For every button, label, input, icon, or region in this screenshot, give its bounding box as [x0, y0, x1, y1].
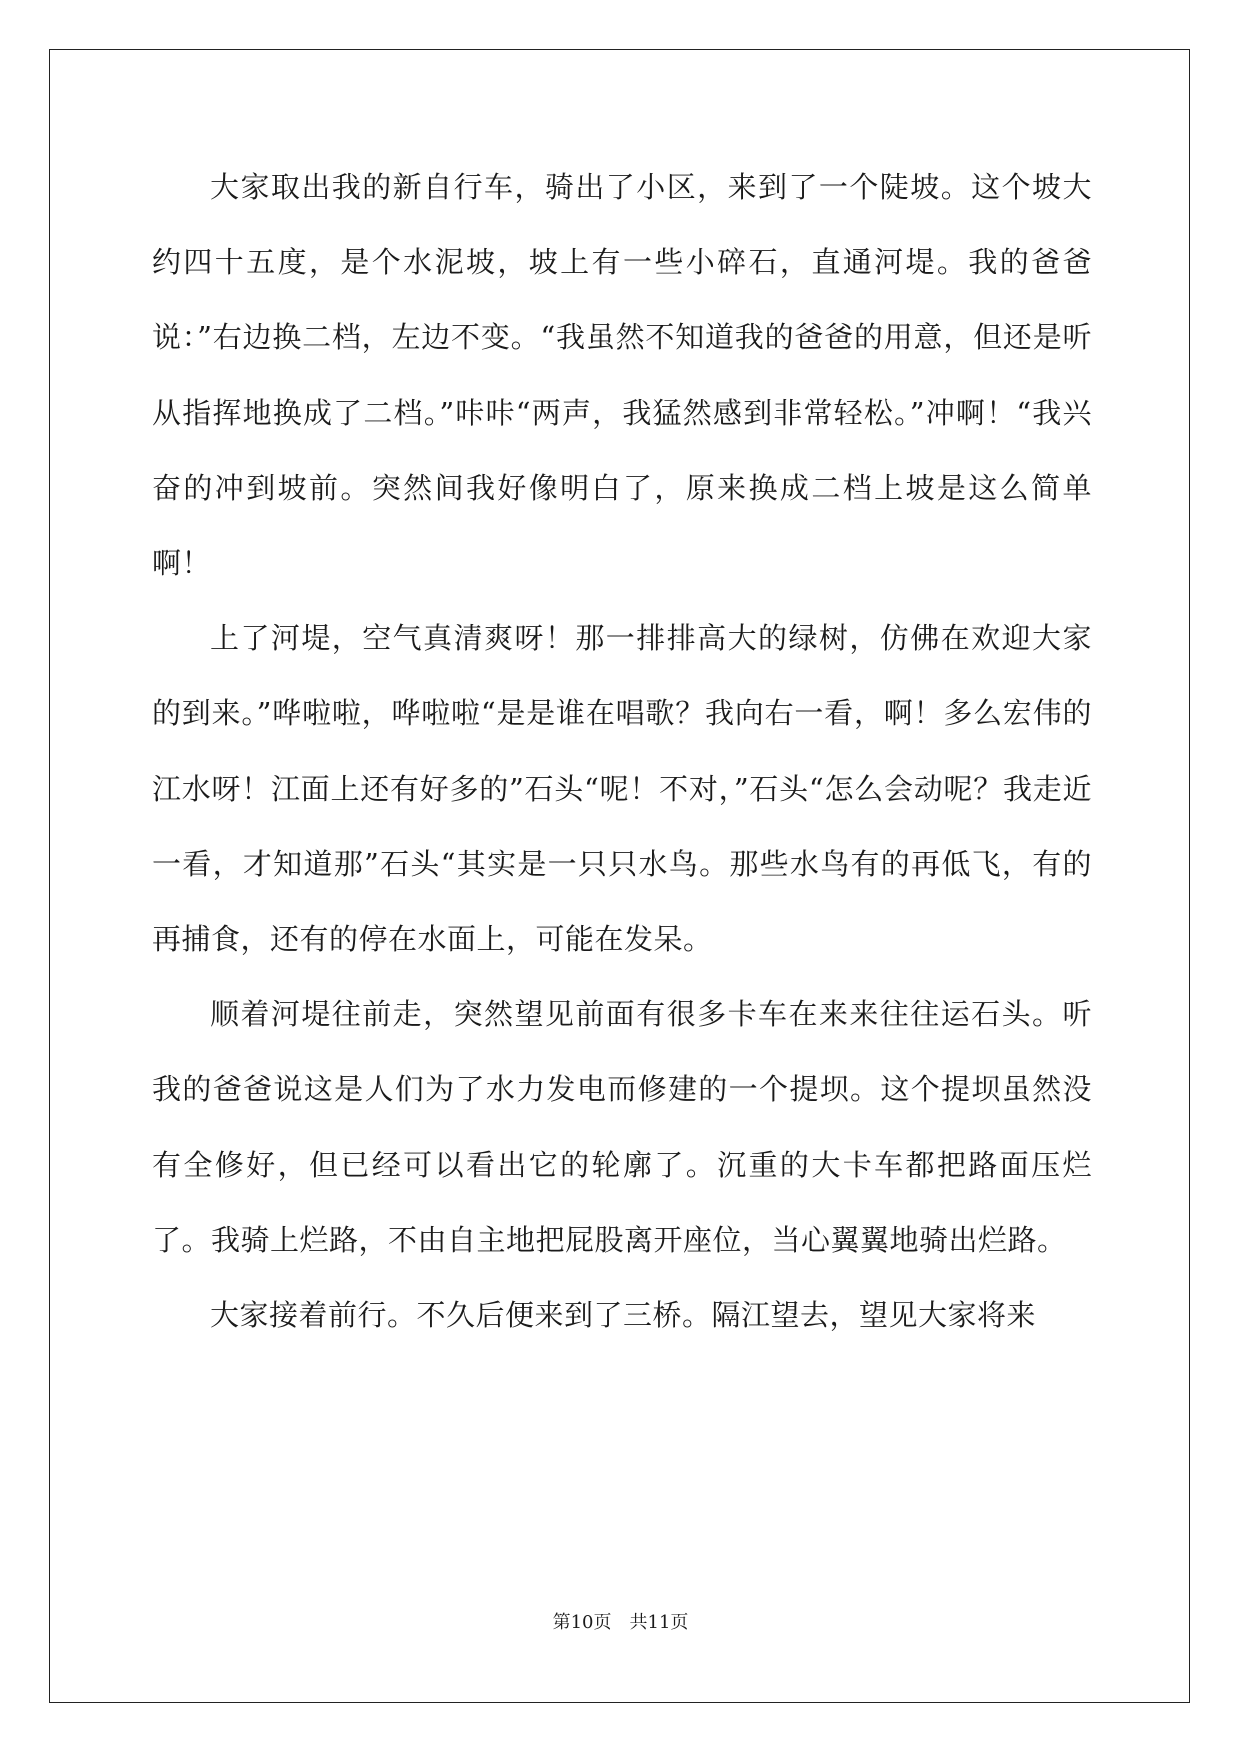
paragraph-1: 大家取出我的新自行车，骑出了小区，来到了一个陡坡。这个坡大约四十五度，是个水泥坡，坡上有一些小碎石，直通河堤。我的爸爸说：”右边换二档，左边不变。“我虽然不知道我的爸爸的用意，但还是听从指挥地换成了二档。”咔咔“两声，我猛然感到非常轻松。”冲啊！“我兴奋的冲到坡前。突然间我好像明白了，原来换成二档上坡是这么简单啊！ — [152, 170, 1092, 581]
paragraph-3: 顺着河堤往前走，突然望见前面有很多卡车在来来往往运石头。听我的爸爸说这是人们为了水力发电而修建的一个提坝。这个提坝虽然没有全修好，但已经可以看出它的轮廓了。沉重的大卡车都把路面压烂了。我骑上烂路，不由自主地把屁股离开座位，当心翼翼地骑出烂路。 — [152, 997, 1092, 1257]
paragraph-2: 上了河堤，空气真清爽呀！那一排排高大的绿树，仿佛在欢迎大家的到来。”哗啦啦，哗啦啦“是是谁在唱歌？我向右一看，啊！多么宏伟的江水呀！江面上还有好多的”石头“呢！不对，”石头“怎么会动呢？我走近一看，才知道那”石头“其实是一只只水鸟。那些水鸟有的再低飞，有的再捕食，还有的停在水面上，可能在发呆。 — [152, 621, 1092, 957]
page-number: 第10页 — [552, 1612, 612, 1633]
page-footer — [0, 1611, 1241, 1635]
paragraph-4: 大家接着前行。不久后便来到了三桥。隔江望去，望见大家将来 — [210, 1298, 1037, 1333]
document-body — [152, 150, 1092, 1353]
total-pages: 共11页 — [629, 1612, 689, 1633]
